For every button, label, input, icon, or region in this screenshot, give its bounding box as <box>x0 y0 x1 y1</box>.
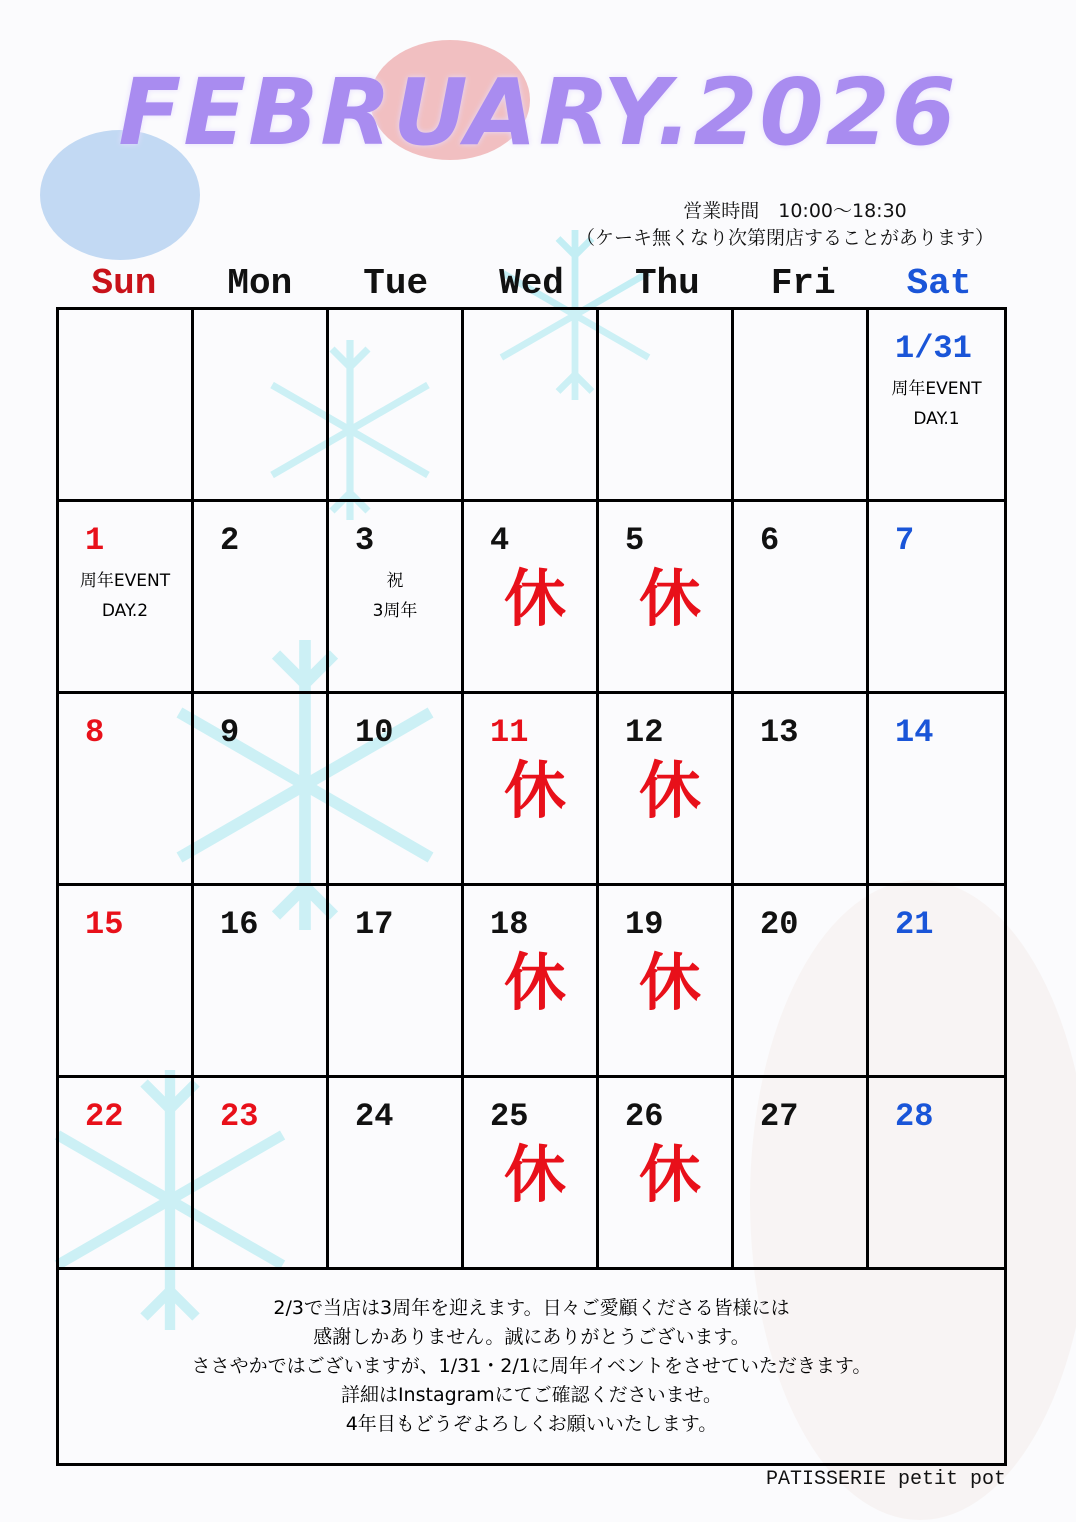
day-number: 20 <box>760 906 799 943</box>
day-cell <box>869 502 1004 694</box>
day-cell <box>194 886 329 1078</box>
day-number: 1/31 <box>895 330 972 367</box>
weekday-sun: Sun <box>91 263 157 304</box>
day-number: 23 <box>220 1098 259 1135</box>
day-number: 18 <box>490 906 529 943</box>
day-cell <box>734 502 869 694</box>
day-cell <box>59 1078 194 1270</box>
closed-mark: 休 <box>639 1138 702 1211</box>
day-number: 13 <box>760 714 799 751</box>
weekday-mon: Mon <box>227 263 293 304</box>
closed-mark: 休 <box>639 562 702 635</box>
day-number: 15 <box>85 906 124 943</box>
day-cell <box>869 886 1004 1078</box>
day-number: 5 <box>625 522 645 559</box>
announcement <box>59 1270 1004 1463</box>
day-cell <box>734 694 869 886</box>
hours-line: 営業時間 10:00〜18:30 <box>683 200 907 222</box>
day-number: 10 <box>355 714 394 751</box>
day-number: 7 <box>895 522 915 559</box>
day-number: 19 <box>625 906 664 943</box>
day-number: 16 <box>220 906 259 943</box>
day-number: 2 <box>220 522 240 559</box>
day-number: 27 <box>760 1098 799 1135</box>
day-cell <box>59 886 194 1078</box>
day-cell <box>734 886 869 1078</box>
closed-mark: 休 <box>639 754 702 827</box>
announcement-line: 4年目もどうぞよろしくお願いいたします。 <box>345 1413 718 1435</box>
announcement-line: 2/3で当店は3周年を迎えます。日々ご愛顧くださる皆様には <box>273 1297 790 1319</box>
day-number: 9 <box>220 714 240 751</box>
day-number: 4 <box>490 522 510 559</box>
closed-mark: 休 <box>504 562 567 635</box>
page-title: FEBRUARY.2026 <box>118 59 958 166</box>
day-cell <box>734 1078 869 1270</box>
day-number: 11 <box>490 714 529 751</box>
day-number: 28 <box>895 1098 934 1135</box>
business-hours <box>560 198 1010 252</box>
day-cell <box>599 1078 734 1270</box>
day-cell <box>464 502 599 694</box>
day-cell <box>329 694 464 886</box>
day-cell <box>59 310 194 502</box>
day-cell <box>599 502 734 694</box>
day-cell <box>194 1078 329 1270</box>
weekday-fri: Fri <box>770 263 836 304</box>
day-cell <box>59 694 194 886</box>
day-number: 1 <box>85 522 105 559</box>
day-cell <box>734 310 869 502</box>
day-cell <box>464 694 599 886</box>
day-cell <box>59 502 194 694</box>
closed-mark: 休 <box>639 946 702 1019</box>
day-note: 祝 3周年 <box>372 571 418 621</box>
day-number: 12 <box>625 714 664 751</box>
closed-mark: 休 <box>504 1138 567 1211</box>
day-number: 14 <box>895 714 934 751</box>
day-cell <box>464 886 599 1078</box>
day-number: 6 <box>760 522 780 559</box>
day-cell <box>329 1078 464 1270</box>
day-cell <box>869 310 1004 502</box>
weekday-header <box>56 264 1007 304</box>
day-cell <box>329 502 464 694</box>
day-number: 17 <box>355 906 394 943</box>
weekday-wed: Wed <box>499 263 564 304</box>
day-note: 周年EVENT DAY.2 <box>79 571 171 621</box>
day-cell <box>194 694 329 886</box>
day-cell <box>329 310 464 502</box>
closed-mark: 休 <box>504 946 567 1019</box>
day-cell <box>194 310 329 502</box>
day-cell <box>464 1078 599 1270</box>
day-cell <box>464 310 599 502</box>
hours-note: （ケーキ無くなり次第閉店することがあります） <box>575 227 994 249</box>
weekday-tue: Tue <box>363 263 429 304</box>
shop-name: PATISSERIE petit pot <box>765 1468 1006 1491</box>
day-cell <box>599 886 734 1078</box>
calendar-grid <box>56 307 1007 1466</box>
weekday-thu: Thu <box>634 263 700 304</box>
day-number: 8 <box>85 714 105 751</box>
day-cell <box>869 1078 1004 1270</box>
day-cell <box>599 694 734 886</box>
day-note: 周年EVENT DAY.1 <box>891 379 982 429</box>
day-cell <box>869 694 1004 886</box>
day-cell <box>194 502 329 694</box>
day-number: 3 <box>355 522 375 559</box>
day-number: 25 <box>490 1098 529 1135</box>
day-cell <box>599 310 734 502</box>
announcement-line: ささやかではございますが、1/31・2/1に周年イベントをさせていただきます。 <box>191 1355 872 1377</box>
day-number: 21 <box>895 906 934 943</box>
announcement-line: 感謝しかありません。誠にありがとうございます。 <box>313 1326 750 1348</box>
announcement-line: 詳細はInstagramにてご確認くださいませ。 <box>340 1384 723 1406</box>
weekday-sat: Sat <box>906 263 972 304</box>
day-number: 22 <box>85 1098 124 1135</box>
day-number: 26 <box>625 1098 664 1135</box>
day-cell <box>329 886 464 1078</box>
day-number: 24 <box>355 1098 394 1135</box>
closed-mark: 休 <box>504 754 567 827</box>
